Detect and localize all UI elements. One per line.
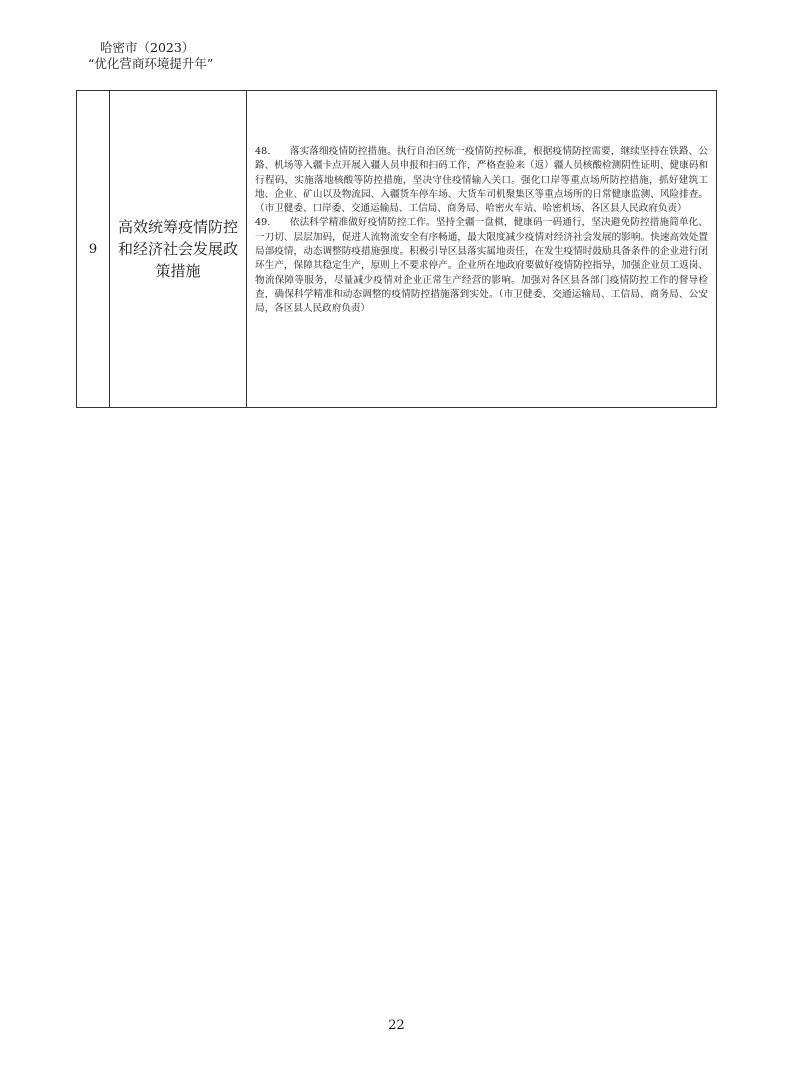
row-number-cell bbox=[77, 91, 110, 407]
measure-item-49: 49. 依法科学精准做好疫情防控工作。坚持全疆一盘棋，健康码一码通行，坚决避免防控措施简单化、一刀切、层层加码，促进人流物流安全有序畅通，最大限度减少疫情对经济社会发展的影响。快速高效处置局部疫情，动态调整防疫措施强度。积极引导区县落实属地责任，在发生疫情时鼓励具备条件的企业进行闭环生产，保障其稳定生产，原则上不要求停产。企业所在地政府要做好疫情防控指导，加强企业员工返岗、物流保障等服务，尽量减少疫情对企业正常生产经营的影响。加强对各区县各部门疫情防控工作的督导检查，确保科学精准和动态调整的疫情防控措施落到实处。（市卫健委、交通运输局、工信局、商务局、公安局，各区县人民政府负责） bbox=[255, 217, 708, 315]
row-content-cell bbox=[247, 91, 716, 407]
row-number: 9 bbox=[88, 241, 98, 257]
row-title-cell bbox=[110, 91, 247, 407]
measure-item-48: 48. 落实落细疫情防控措施。执行自治区统一疫情防控标准，根据疫情防控需要，继续坚持在铁路、公路、机场等入疆卡点开展入疆人员申报和扫码工作，严格查验来（返）疆人员核酸检测阴性证明、健康码和行程码，实施落地核酸等防控措施，坚决守住疫情输入关口。强化口岸等重点场所防控措施，抓好建筑工地、企业、矿山以及物流园、入疆货车停车场、大货车司机聚集区等重点场所的日常健康监测、风险排查。（市卫健委、口岸委、交通运输局、工信局、商务局、哈密火车站、哈密机场、各区县人民政府负责） bbox=[255, 146, 708, 215]
row-title: 高效统筹疫情防控和经济社会发展政策措施 bbox=[117, 218, 238, 280]
policy-table bbox=[76, 90, 717, 408]
document-header bbox=[88, 40, 213, 72]
page-number: 22 bbox=[388, 1018, 405, 1033]
header-city-year: 哈密市（2023） bbox=[100, 40, 195, 55]
header-campaign-title: “优化营商环境提升年” bbox=[88, 56, 214, 71]
